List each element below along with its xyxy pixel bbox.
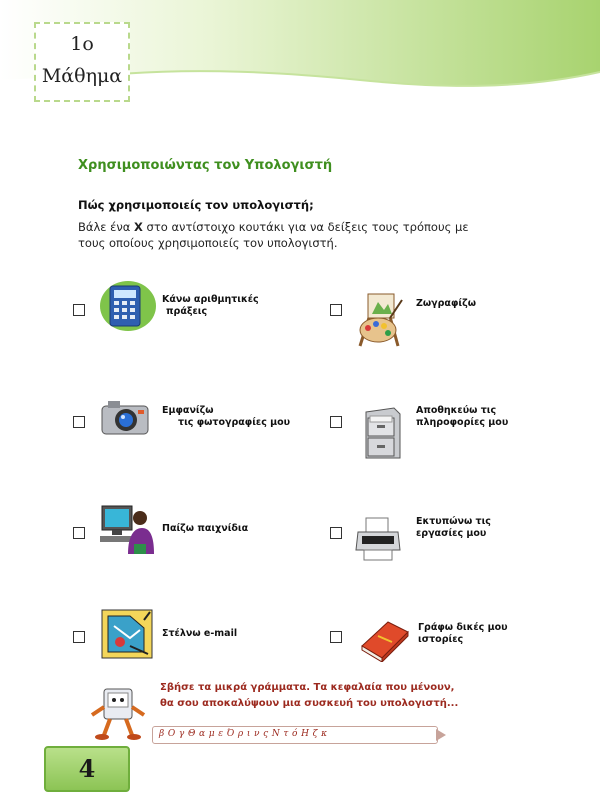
letters-strip: β Ο γ Θ α μ ε Ό ρ ι ν ς Ν τ ό Η ζ κ xyxy=(152,726,438,744)
checkbox-stories[interactable] xyxy=(330,631,342,643)
label-stories-line1: Γράφω δικές μου xyxy=(418,622,508,633)
book-icon xyxy=(358,618,410,662)
puzzle-line1: Σβήσε τα μικρά γράμματα. Τα κεφαλαία που μένουν, xyxy=(160,682,455,693)
label-stories-line2: ιστορίες xyxy=(418,634,464,645)
page-number: 4 xyxy=(44,746,130,792)
checkbox-photos[interactable] xyxy=(73,416,85,428)
puzzle-instructions xyxy=(160,680,458,712)
checkbox-email[interactable] xyxy=(73,631,85,643)
label-print xyxy=(416,516,491,540)
label-draw xyxy=(416,298,476,310)
label-print-line1: Εκτυπώνω τις xyxy=(416,516,491,527)
printer-icon xyxy=(354,516,402,562)
instructions xyxy=(78,219,498,251)
checkbox-store[interactable] xyxy=(330,416,342,428)
instructions-before: Βάλε ένα xyxy=(78,220,135,234)
label-games xyxy=(162,523,248,535)
checkbox-games[interactable] xyxy=(73,527,85,539)
section-title: Χρησιμοποιώντας τον Υπολογιστή xyxy=(78,158,333,173)
instructions-mark: X xyxy=(134,220,143,234)
calculator-icon xyxy=(98,280,156,332)
computer-user-icon xyxy=(98,500,156,556)
checkbox-calculate[interactable] xyxy=(73,304,85,316)
label-photos xyxy=(162,405,290,429)
question-heading: Πώς χρησιμοποιείς τον υπολογιστή; xyxy=(78,198,314,212)
label-stories xyxy=(418,622,508,646)
robot-mascot-icon xyxy=(88,685,148,743)
label-store-line1: Αποθηκεύω τις xyxy=(416,405,497,416)
label-calculate-line2: πράξεις xyxy=(166,306,208,317)
label-email xyxy=(162,628,237,640)
lesson-number: 1ο xyxy=(70,33,94,55)
camera-icon xyxy=(100,398,150,436)
painting-icon xyxy=(354,288,406,350)
label-store xyxy=(416,405,508,429)
lesson-word: Μάθημα xyxy=(41,65,123,87)
label-photos-line1: Εμφανίζω xyxy=(162,405,214,416)
label-calculate xyxy=(162,294,259,318)
label-store-line2: πληροφορίες μου xyxy=(416,417,509,428)
checkbox-print[interactable] xyxy=(330,527,342,539)
mail-icon xyxy=(100,608,154,660)
label-print-line2: εργασίες μου xyxy=(416,528,487,539)
file-cabinet-icon xyxy=(360,404,404,460)
label-photos-line2: τις φωτογραφίες μου xyxy=(178,417,291,428)
pencil-tip-icon xyxy=(436,729,448,741)
puzzle-line2: θα σου αποκαλύψουν μια συσκευή του υπολογιστή... xyxy=(160,698,459,709)
checkbox-draw[interactable] xyxy=(330,304,342,316)
lesson-label xyxy=(34,22,130,102)
label-draw-line1: Ζωγραφίζω xyxy=(416,298,476,309)
instructions-after: στο αντίστοιχο κουτάκι για να δείξεις τους τρόπους με τους οποίους χρησιμοποιείς τον υπολογιστή. xyxy=(78,220,469,250)
label-calculate-line1: Κάνω αριθμητικές xyxy=(162,294,259,305)
label-games-line1: Παίζω παιχνίδια xyxy=(162,523,249,534)
label-email-line1: Στέλνω e-mail xyxy=(162,628,238,639)
